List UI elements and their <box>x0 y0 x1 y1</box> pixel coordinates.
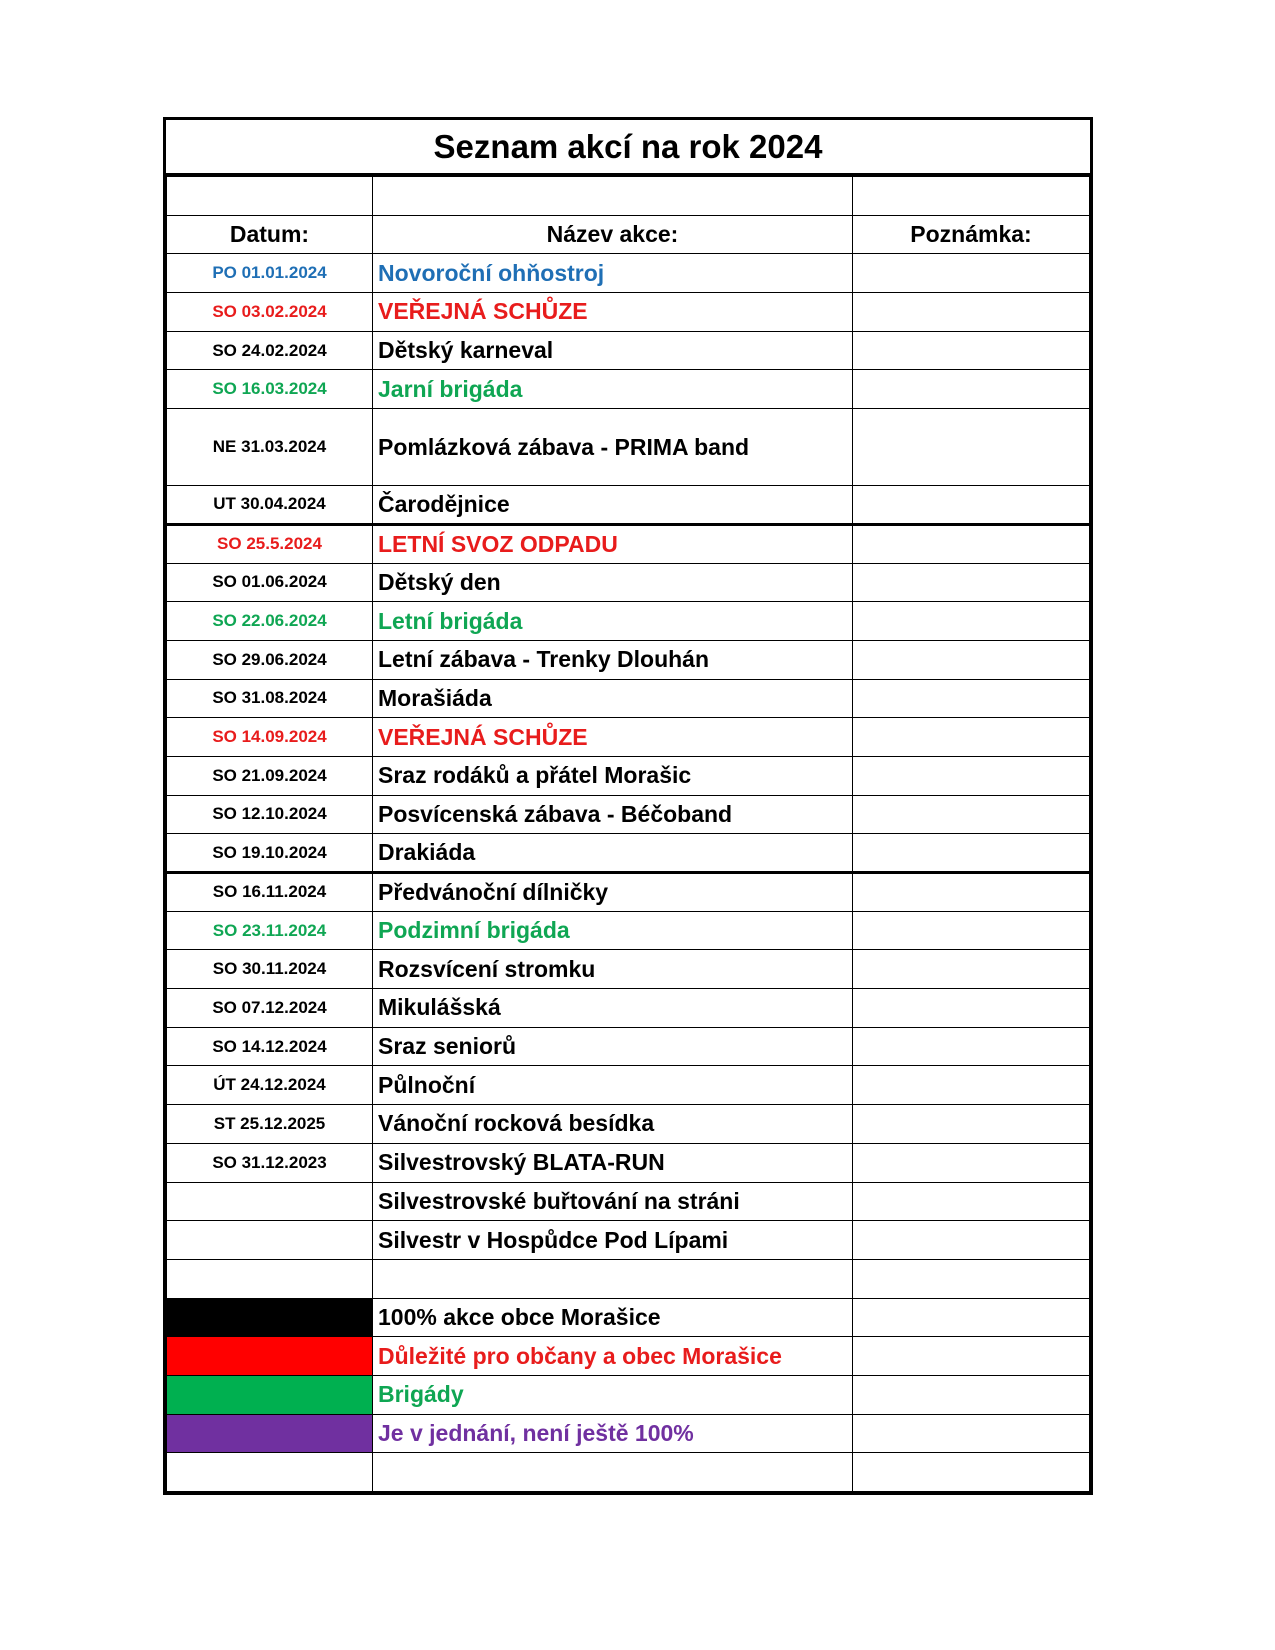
blank-cell <box>373 1453 853 1492</box>
event-note <box>853 331 1090 370</box>
event-date: SO 25.5.2024 <box>167 524 373 563</box>
legend-swatch <box>167 1414 373 1453</box>
event-date: SO 23.11.2024 <box>167 911 373 950</box>
event-row <box>167 1105 1090 1144</box>
event-row <box>167 602 1090 641</box>
event-name: Sraz seniorů <box>373 1027 853 1066</box>
event-date <box>167 1182 373 1221</box>
event-note <box>853 950 1090 989</box>
event-note <box>853 679 1090 718</box>
event-date: SO 16.03.2024 <box>167 370 373 409</box>
event-name: Rozsvícení stromku <box>373 950 853 989</box>
event-note <box>853 834 1090 873</box>
event-note <box>853 370 1090 409</box>
event-date: ST 25.12.2025 <box>167 1105 373 1144</box>
blank-cell <box>167 1453 373 1492</box>
event-row <box>167 873 1090 912</box>
blank-cell <box>853 1259 1090 1298</box>
event-date <box>167 1221 373 1260</box>
legend-swatch <box>167 1375 373 1414</box>
legend-label: Důležité pro občany a obec Morašice <box>373 1337 853 1376</box>
event-name: Morašiáda <box>373 679 853 718</box>
blank-row <box>167 177 1090 216</box>
event-date: SO 14.12.2024 <box>167 1027 373 1066</box>
event-name: Půlnoční <box>373 1066 853 1105</box>
legend-row <box>167 1337 1090 1376</box>
event-name: Silvestrovské buřtování na stráni <box>373 1182 853 1221</box>
event-name: VEŘEJNÁ SCHŮZE <box>373 718 853 757</box>
event-date: SO 01.06.2024 <box>167 563 373 602</box>
blank-cell <box>167 177 373 216</box>
event-note <box>853 1027 1090 1066</box>
event-row <box>167 950 1090 989</box>
event-date: SO 03.02.2024 <box>167 293 373 332</box>
event-name: Silvestr v Hospůdce Pod Lípami <box>373 1221 853 1260</box>
event-row <box>167 834 1090 873</box>
events-table <box>166 176 1090 1492</box>
event-row <box>167 1066 1090 1105</box>
blank-cell <box>167 1259 373 1298</box>
blank-cell <box>853 1453 1090 1492</box>
event-row <box>167 795 1090 834</box>
event-note <box>853 911 1090 950</box>
event-note <box>853 1182 1090 1221</box>
event-note <box>853 640 1090 679</box>
event-name: Silvestrovský BLATA-RUN <box>373 1143 853 1182</box>
event-date: SO 30.11.2024 <box>167 950 373 989</box>
event-note <box>853 718 1090 757</box>
events-sheet <box>163 117 1093 1495</box>
event-note <box>853 293 1090 332</box>
legend-note <box>853 1414 1090 1453</box>
event-row <box>167 293 1090 332</box>
event-row <box>167 370 1090 409</box>
event-row <box>167 989 1090 1028</box>
legend-note <box>853 1375 1090 1414</box>
legend-note <box>853 1298 1090 1337</box>
event-note <box>853 524 1090 563</box>
header-name: Název akce: <box>373 215 853 254</box>
legend-row <box>167 1414 1090 1453</box>
blank-cell <box>853 177 1090 216</box>
blank-row <box>167 1259 1090 1298</box>
legend-swatch <box>167 1337 373 1376</box>
event-date: SO 19.10.2024 <box>167 834 373 873</box>
event-note <box>853 563 1090 602</box>
event-name: Vánoční rocková besídka <box>373 1105 853 1144</box>
event-note <box>853 602 1090 641</box>
event-name: Novoroční ohňostroj <box>373 254 853 293</box>
event-note <box>853 756 1090 795</box>
event-row <box>167 1027 1090 1066</box>
blank-cell <box>373 177 853 216</box>
page-title: Seznam akcí na rok 2024 <box>166 120 1090 176</box>
event-note <box>853 254 1090 293</box>
header-date: Datum: <box>167 215 373 254</box>
event-name: Podzimní brigáda <box>373 911 853 950</box>
event-name: Dětský karneval <box>373 331 853 370</box>
event-note <box>853 1105 1090 1144</box>
event-name: Sraz rodáků a přátel Morašic <box>373 756 853 795</box>
event-row <box>167 254 1090 293</box>
legend-label: 100% akce obce Morašice <box>373 1298 853 1337</box>
event-note <box>853 486 1090 525</box>
event-date: SO 07.12.2024 <box>167 989 373 1028</box>
event-name: Drakiáda <box>373 834 853 873</box>
event-row <box>167 679 1090 718</box>
event-note <box>853 989 1090 1028</box>
event-row <box>167 409 1090 486</box>
event-date: SO 29.06.2024 <box>167 640 373 679</box>
event-date: UT 30.04.2024 <box>167 486 373 525</box>
legend-row <box>167 1298 1090 1337</box>
event-row <box>167 1182 1090 1221</box>
event-row <box>167 563 1090 602</box>
header-row <box>167 215 1090 254</box>
event-note <box>853 795 1090 834</box>
event-date: PO 01.01.2024 <box>167 254 373 293</box>
event-name: VEŘEJNÁ SCHŮZE <box>373 293 853 332</box>
event-date: SO 22.06.2024 <box>167 602 373 641</box>
event-name: Letní zábava - Trenky Dlouhán <box>373 640 853 679</box>
legend-swatch <box>167 1298 373 1337</box>
legend-note <box>853 1337 1090 1376</box>
blank-cell <box>373 1259 853 1298</box>
event-row <box>167 1143 1090 1182</box>
event-date: SO 24.02.2024 <box>167 331 373 370</box>
event-row <box>167 718 1090 757</box>
event-row <box>167 640 1090 679</box>
event-name: Posvícenská zábava - Béčoband <box>373 795 853 834</box>
event-name: Dětský den <box>373 563 853 602</box>
event-name: LETNÍ SVOZ ODPADU <box>373 524 853 563</box>
event-row <box>167 911 1090 950</box>
event-name: Mikulášská <box>373 989 853 1028</box>
event-row <box>167 524 1090 563</box>
event-date: SO 12.10.2024 <box>167 795 373 834</box>
event-date: SO 14.09.2024 <box>167 718 373 757</box>
event-row <box>167 486 1090 525</box>
header-note: Poznámka: <box>853 215 1090 254</box>
event-note <box>853 1066 1090 1105</box>
event-name: Pomlázková zábava - PRIMA band <box>373 409 853 486</box>
event-name: Jarní brigáda <box>373 370 853 409</box>
event-date: SO 21.09.2024 <box>167 756 373 795</box>
event-name: Čarodějnice <box>373 486 853 525</box>
event-row <box>167 1221 1090 1260</box>
legend-label: Brigády <box>373 1375 853 1414</box>
legend-label: Je v jednání, není ještě 100% <box>373 1414 853 1453</box>
event-note <box>853 409 1090 486</box>
event-date: ÚT 24.12.2024 <box>167 1066 373 1105</box>
event-row <box>167 756 1090 795</box>
event-note <box>853 1221 1090 1260</box>
event-note <box>853 873 1090 912</box>
blank-row <box>167 1453 1090 1492</box>
event-date: SO 31.08.2024 <box>167 679 373 718</box>
legend-row <box>167 1375 1090 1414</box>
event-row <box>167 331 1090 370</box>
event-date: NE 31.03.2024 <box>167 409 373 486</box>
event-name: Letní brigáda <box>373 602 853 641</box>
event-note <box>853 1143 1090 1182</box>
event-date: SO 31.12.2023 <box>167 1143 373 1182</box>
event-name: Předvánoční dílničky <box>373 873 853 912</box>
event-date: SO 16.11.2024 <box>167 873 373 912</box>
